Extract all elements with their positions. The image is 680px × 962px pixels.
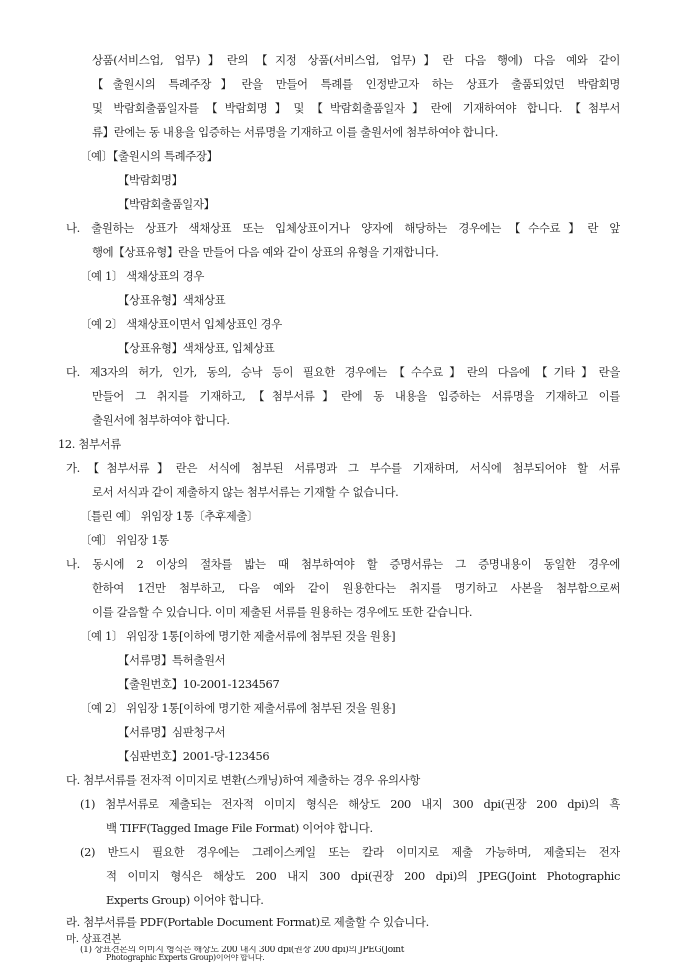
example-item: 【박람회출품일자】 — [118, 197, 215, 211]
example-label: 〔예 1〕 위임장 1통[이하에 명기한 제출서류에 첨부된 것을 원용] — [80, 629, 396, 643]
example-item: 【서류명】특허출원서 — [118, 653, 226, 667]
numbered-item: (2) 반드시 필요한 경우에는 그레이스케일 또는 칼라 이미지로 제출 가능하며, 제출되는 전자 — [80, 845, 620, 859]
example-label: 〔예 1〕 색채상표의 경우 — [80, 269, 205, 283]
section-heading: 라. 첨부서류를 PDF(Portable Document Format)로 제출할 수 있습니다. — [66, 915, 429, 929]
text-line: 행에【상표유형】란을 만들어 다음 예와 같이 상표의 유형을 기재합니다. — [92, 245, 439, 259]
example-label: 〔예 2〕 색채상표이면서 입체상표인 경우 — [80, 317, 282, 331]
text-line: Photographic Experts Group)이어야 합니다. — [106, 954, 265, 962]
text-line: 백 TIFF(Tagged Image File Format) 이어야 합니다. — [106, 821, 373, 835]
example-item: 【상표유형】색채상표 — [118, 293, 226, 307]
section-heading: 나. 출원하는 상표가 색채상표 또는 입체상표이거나 양자에 해당하는 경우에는【수수료】란 앞 — [66, 221, 620, 235]
text-line: 적 이미지 형식은 해상도 200 내지 300 dpi(권장 200 dpi)의 JPEG(Joint Photographic — [106, 869, 620, 883]
section-heading: 가.【첨부서류】란은 서식에 첨부된 서류명과 그 부수를 기재하며, 서식에 첨부되어야 할 서류 — [66, 461, 620, 475]
example-label: 〔예〕 위임장 1통 — [80, 533, 169, 547]
example-label: 〔예 2〕 위임장 1통[이하에 명기한 제출서류에 첨부된 것을 원용] — [80, 701, 396, 715]
text-line: 이를 갈음할 수 있습니다. 이미 제출된 서류를 원용하는 경우에도 또한 같습니다. — [92, 605, 473, 619]
section-heading: 마. 상표견본 — [66, 933, 121, 945]
example-label: 〔틀린 예〕 위임장 1통〔추후제출〕 — [80, 509, 259, 523]
text-line: Experts Group) 이어야 합니다. — [106, 893, 264, 907]
chapter-heading: 12. 첨부서류 — [58, 437, 121, 451]
example-item: 【심판번호】2001-당-123456 — [118, 749, 270, 763]
section-heading: 다. 첨부서류를 전자적 이미지로 변환(스캐닝)하여 제출하는 경우 유의사항 — [66, 773, 420, 787]
text-line: 및 박람회출품일자를【박람회명】및【박람회출품일자】란에 기재하여야 합니다.【첨부서 — [92, 101, 620, 115]
text-line: 상품(서비스업, 업무)】란의【지정 상품(서비스업, 업무)】란 다음 행에) 다음 예와 같이 — [92, 53, 620, 67]
text-line: 출원서에 첨부하여야 합니다. — [92, 413, 230, 427]
text-line: 【출원시의 특례주장】란을 만들어 특례를 인정받고자 하는 상표가 출품되었던 박람회명 — [92, 77, 620, 91]
section-heading: 다. 제3자의 허가, 인가, 동의, 승낙 등이 필요한 경우에는【수수료】란의 다음에【기타】란을 — [66, 365, 620, 379]
numbered-item: (1) 첨부서류로 제출되는 전자적 이미지 형식은 해상도 200 내지 300 dpi(권장 200 dpi)의 흑 — [80, 797, 620, 811]
text-line: 류】란에는 동 내용을 입증하는 서류명을 기재하고 이를 출원서에 첨부하여야 합니다. — [92, 125, 498, 139]
example-item: 【상표유형】색채상표, 입체상표 — [118, 341, 275, 355]
text-line: 만들어 그 취지를 기재하고,【첨부서류】란에 동 내용을 입증하는 서류명을 기재하고 이를 — [92, 389, 620, 403]
section-heading: 나. 동시에 2 이상의 절차를 밟는 때 첨부하여야 할 증명서류는 그 증명내용이 동일한 경우에 — [66, 557, 620, 571]
example-label: 〔예〕【출원시의 특례주장】 — [80, 149, 218, 163]
text-line: 로서 서식과 같이 제출하지 않는 첨부서류는 기재할 수 없습니다. — [92, 485, 399, 499]
text-line: 한하여 1건만 첨부하고, 다음 예와 같이 원용한다는 취지를 명기하고 사본을 첨부함으로써 — [92, 581, 620, 595]
example-item: 【서류명】심판청구서 — [118, 725, 226, 739]
example-item: 【박람회명】 — [118, 173, 183, 187]
numbered-item: (1) 상표견본의 이미지 형식은 해상도 200 내지 300 dpi(권장 200 dpi)의 JPEG(Joint — [80, 946, 405, 954]
example-item: 【출원번호】10-2001-1234567 — [118, 677, 280, 691]
